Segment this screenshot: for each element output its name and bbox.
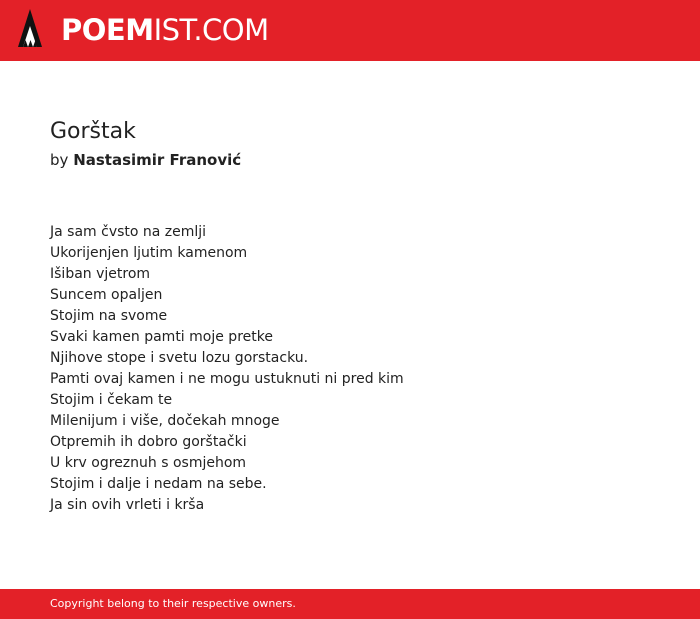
poem-line: Ukorijenjen ljutim kamenom [50,245,248,261]
poem-title: Gorštak [50,119,136,144]
site-footer [0,589,700,619]
site-header [0,0,700,61]
poem-content [50,116,650,516]
poem-body [50,222,650,516]
pencil-tip-icon [16,8,44,52]
poem-line: Suncem opaljen [50,287,163,303]
poem-line: U krv ogreznuh s osmjehom [50,455,247,471]
poem-line: Otpremih ih dobro gorštački [50,434,247,450]
poem-line: Ja sam čvsto na zemlji [50,224,207,240]
poem-line: Išiban vjetrom [50,266,151,282]
poem-line: Pamti ovaj kamen i ne mogu ustuknuti ni pred kim [50,371,404,387]
poem-line: Milenijum i više, dočekah mnoge [50,413,280,429]
poem-line: Stojim i čekam te [50,392,173,408]
by-label: by [50,151,69,169]
poem-author: Nastasimir Franović [73,151,242,169]
site-logo-link[interactable] [16,8,269,52]
poem-line: Ja sin ovih vrleti i krša [50,497,205,513]
poem-line: Svaki kamen pamti moje pretke [50,329,273,345]
poem-byline [50,149,650,171]
poem-line: Njihove stope i svetu lozu gorstacku. [50,350,309,366]
poem-line: Stojim na svome [50,308,168,324]
poem-line: Stojim i dalje i nedam na sebe. [50,476,267,492]
copyright-notice: Copyright belong to their respective owners. [50,597,296,610]
site-logo-text: POEMIST.COM [61,13,269,47]
